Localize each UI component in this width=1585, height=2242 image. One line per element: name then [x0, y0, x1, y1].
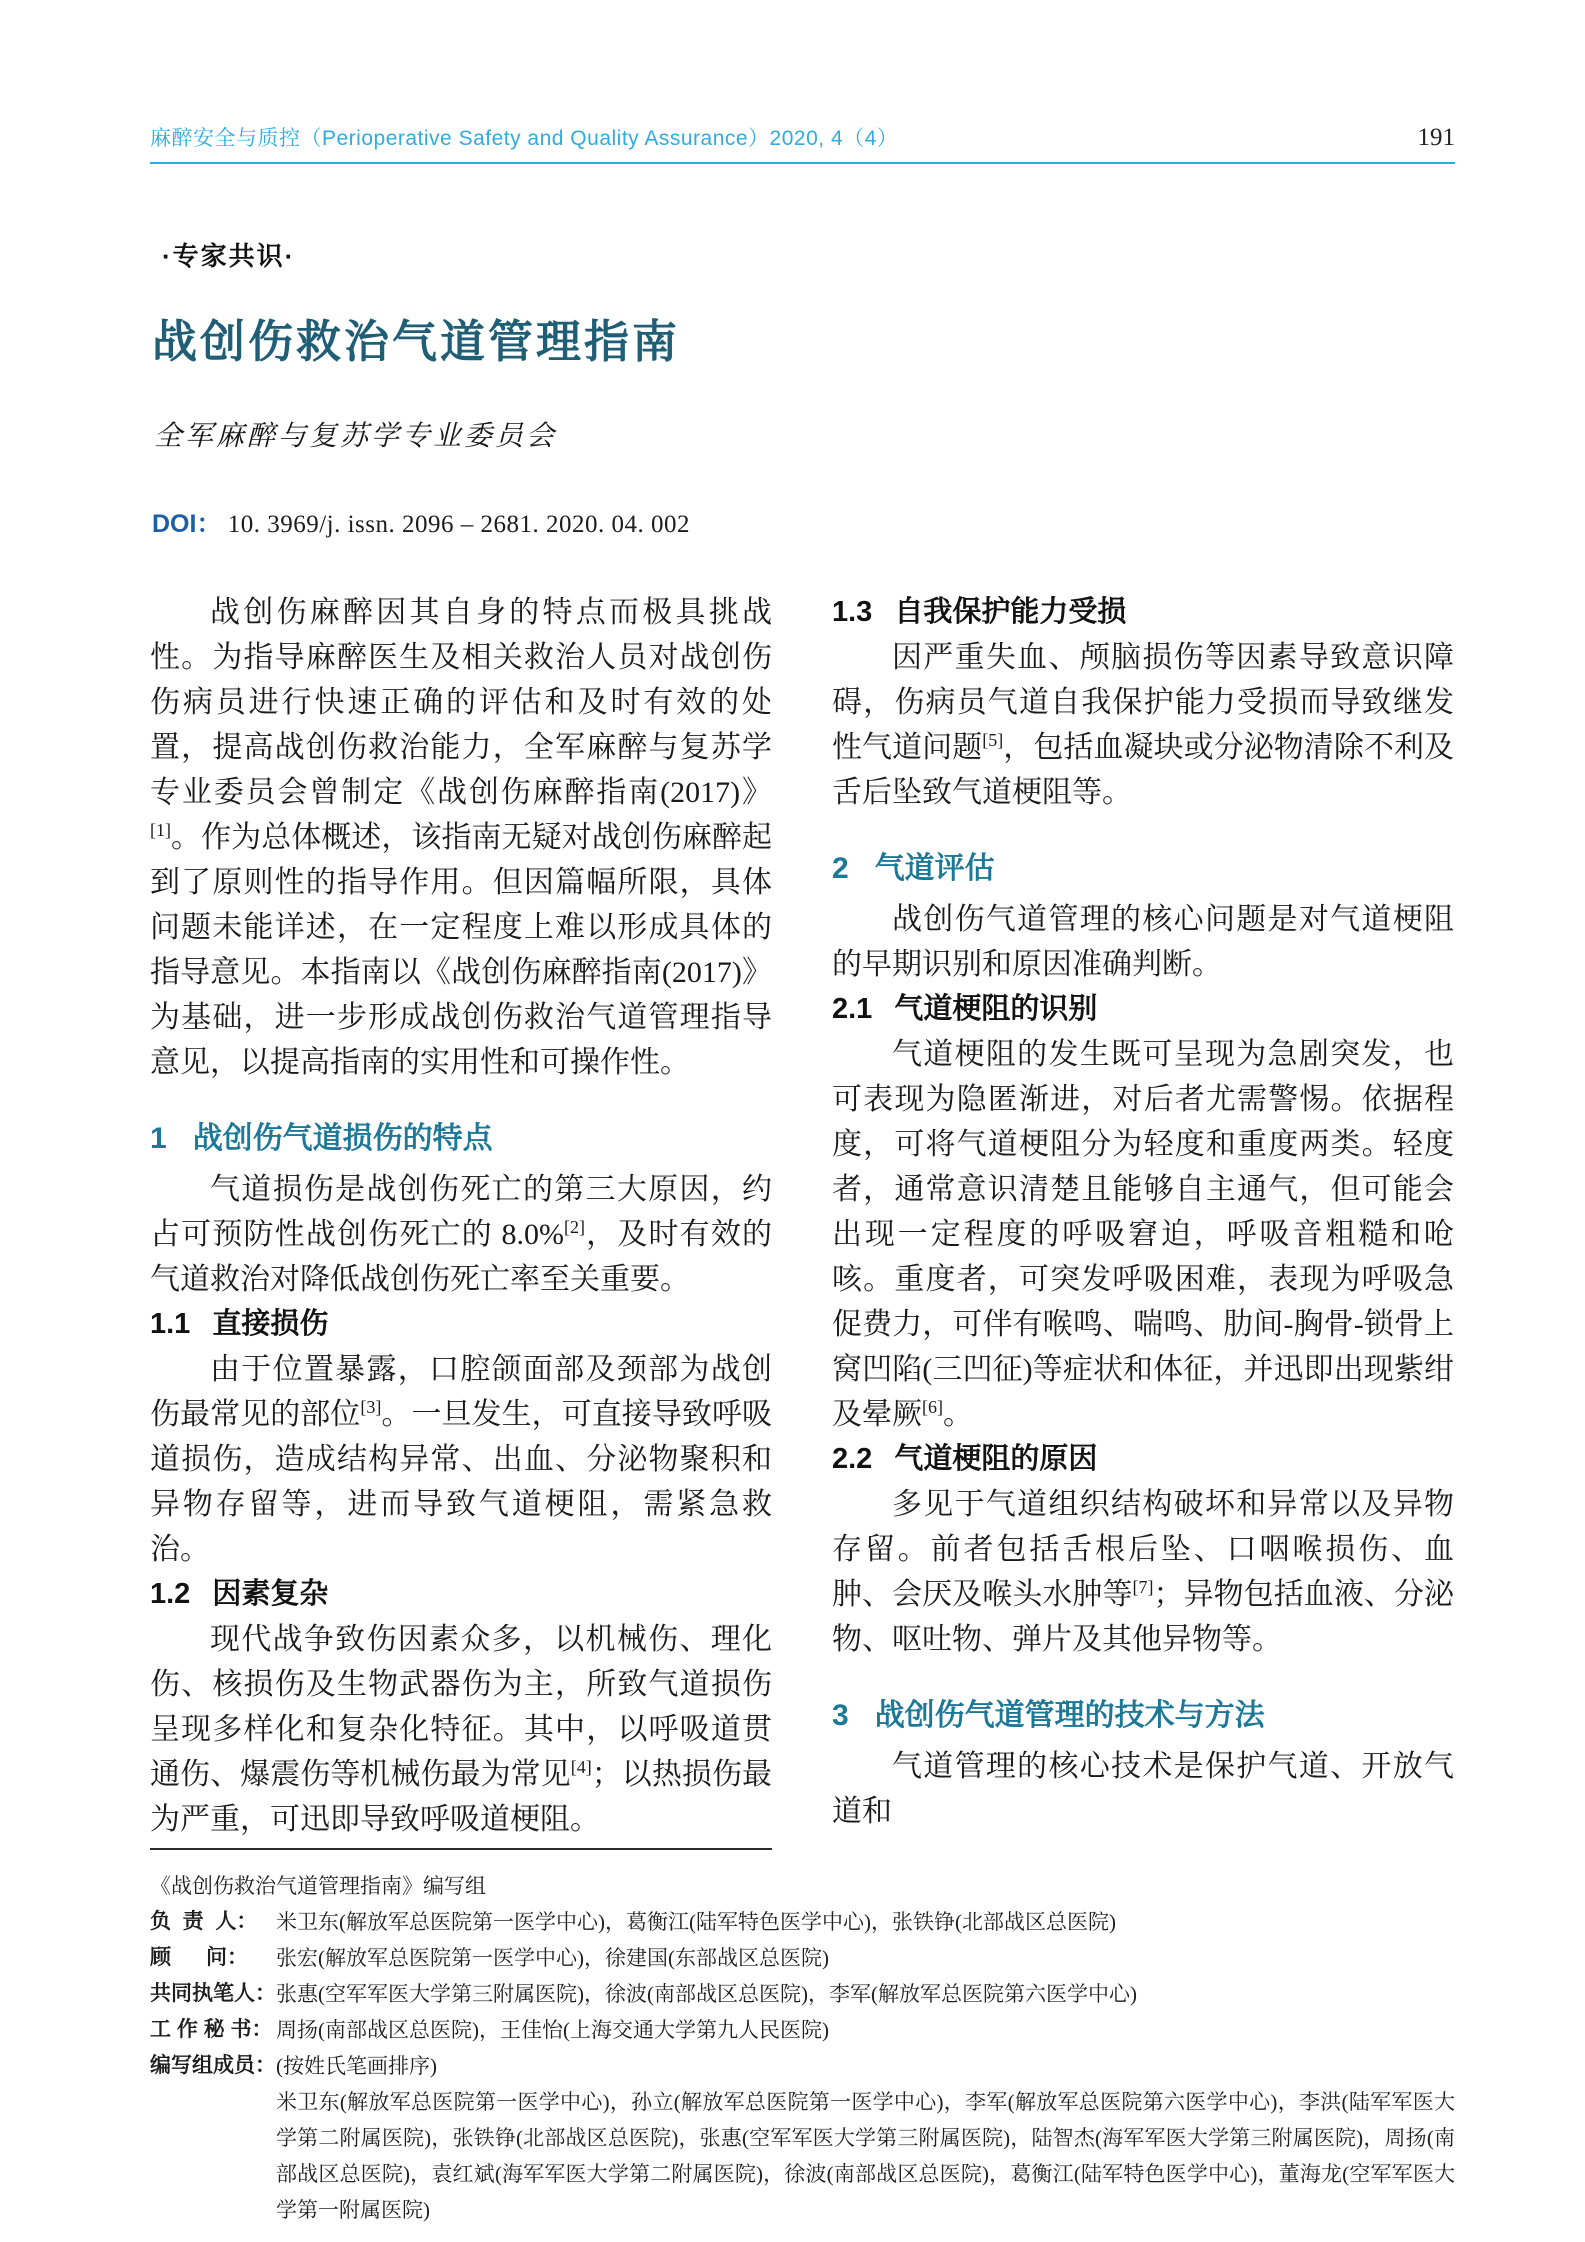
header-rule: [150, 162, 1455, 164]
footnote-divider: [150, 1848, 772, 1850]
article-category: ·专家共识·: [162, 241, 296, 271]
editorial-role-content: 张宏(解放军总医院第一医学中心)，徐建国(东部战区总医院): [276, 1946, 829, 1970]
editorial-role-label: 共同执笔人：: [150, 1982, 276, 2005]
doi-label: DOI：: [152, 510, 222, 538]
editorial-role-label: 编写组成员：: [150, 2054, 276, 2077]
left-column: [150, 590, 772, 1842]
editorial-row: [150, 1976, 1455, 2012]
editorial-row: [150, 2012, 1455, 2048]
editorial-row: [150, 1904, 1455, 1940]
editorial-role-content: 张惠(空军军医大学第三附属医院)，徐波(南部战区总医院)，李军(解放军总医院第六医学中心): [276, 1982, 1137, 2006]
editorial-board-footnote: [150, 1868, 1455, 2228]
subsection-heading: [832, 590, 1454, 635]
subsection-number: 1.1: [150, 1308, 191, 1340]
editorial-role-label: 工 作 秘 书：: [150, 2018, 273, 2041]
editorial-role-content: 米卫东(解放军总医院第一医学中心)，葛衡江(陆军特色医学中心)，张铁铮(北部战区总医院): [276, 1910, 1116, 1934]
section-heading: [150, 1119, 772, 1159]
subsection-heading: [832, 1437, 1454, 1482]
right-column: [832, 590, 1454, 1842]
page-number: 191: [1417, 124, 1455, 151]
body-paragraph: 气道梗阻的发生既可呈现为急剧突发，也可表现为隐匿渐进，对后者尤需警惕。依据程度，可将气道梗阻分为轻度和重度两类。轻度者，通常意识清楚且能够自主通气，但可能会出现一定程度的呼吸窘迫，呼吸音粗糙和呛咳。重度者，可突发呼吸困难，表现为呼吸急促费力，可伴有喉鸣、喘鸣、肋间-胸骨-锁骨上窝凹陷(三凹征)等症状和体征，并迅即出现紫绀及晕厥[6]。: [832, 1038, 1454, 1431]
section-title: 战创伤气道管理的技术与方法: [874, 1699, 1265, 1732]
subsection-title: 因素复杂: [212, 1578, 329, 1610]
subsection-number: 2.1: [832, 993, 873, 1025]
subsection-number: 2.2: [832, 1443, 873, 1475]
section-number: 3: [832, 1699, 849, 1732]
editorial-members-list: 米卫东(解放军总医院第一医学中心)，孙立(解放军总医院第一医学中心)，李军(解放军总医院第六医学中心)，李洪(陆军军医大学第二附属医院)，张铁铮(北部战区总医院)，张惠(空军军医大学第三附属医院)，陆智杰(海军军医大学第三附属医院)，周扬(南部战区总医院)，袁红斌(海军军医大学第二附属医院)，徐波(南部战区总医院)，葛衡江(陆军特色医学中心)，董海龙(空军军医大学第一附属医院): [276, 2090, 1455, 2222]
editorial-group-title: 《战创伤救治气道管理指南》编写组: [150, 1874, 486, 1898]
subsection-title: 直接损伤: [212, 1308, 329, 1340]
section-number: 2: [832, 852, 849, 885]
body-paragraph: 现代战争致伤因素众多，以机械伤、理化伤、核损伤及生物武器伤为主，所致气道损伤呈现多样化和复杂化特征。其中，以呼吸道贯通伤、爆震伤等机械伤最为常见[4]；以热损伤最为严重，可迅即导致呼吸道梗阻。: [150, 1623, 773, 1836]
body-paragraph: 多见于气道组织结构破坏和异常以及异物存留。前者包括舌根后坠、口咽喉损伤、血肿、会厌及喉头水肿等[7]；异物包括血液、分泌物、呕吐物、弹片及其他异物等。: [832, 1488, 1455, 1656]
subsection-number: 1.3: [832, 596, 873, 628]
section-heading: [832, 1696, 1454, 1736]
editorial-role-content: (按姓氏笔画排序): [276, 2054, 437, 2078]
page-header: [150, 122, 1455, 152]
section-title: 战创伤气道损伤的特点: [192, 1122, 493, 1155]
article-body: [150, 590, 1455, 1842]
subsection-title: 自我保护能力受损: [894, 596, 1127, 628]
article-title: 战创伤救治气道管理指南: [152, 317, 681, 367]
subsection-heading: [150, 1302, 772, 1347]
subsection-number: 1.2: [150, 1578, 191, 1610]
editorial-role-label: 负 责 人：: [150, 1910, 258, 1933]
body-paragraph: 气道管理的核心技术是保护气道、开放气道和: [832, 1750, 1454, 1828]
article-author: 全军麻醉与复苏学专业委员会: [154, 421, 558, 452]
doi-line: [152, 504, 1455, 540]
section-number: 1: [150, 1122, 167, 1155]
section-title: 气道评估: [874, 852, 995, 885]
body-paragraph: 气道损伤是战创伤死亡的第三大原因，约占可预防性战创伤死亡的 8.0%[2]，及时有效的气道救治对降低战创伤死亡率至关重要。: [150, 1173, 772, 1296]
subsection-heading: [150, 1572, 772, 1617]
journal-title: 麻醉安全与质控（Perioperative Safety and Quality Assurance）2020, 4（4）: [150, 127, 899, 150]
editorial-row: [150, 2048, 1455, 2084]
subsection-title: 气道梗阻的原因: [894, 1443, 1098, 1475]
body-paragraph: 战创伤麻醉因其自身的特点而极具挑战性。为指导麻醉医生及相关救治人员对战创伤伤病员进行快速正确的评估和及时有效的处置，提高战创伤救治能力，全军麻醉与复苏学专业委员会曾制定《战创伤麻醉指南(2017)》[1]。作为总体概述，该指南无疑对战创伤麻醉起到了原则性的指导作用。但因篇幅所限，具体问题未能详述，在一定程度上难以形成具体的指导意见。本指南以《战创伤麻醉指南(2017)》为基础，进一步形成战创伤救治气道管理指导意见，以提高指南的实用性和可操作性。: [150, 596, 772, 1079]
subsection-heading: [832, 987, 1454, 1032]
editorial-row: [150, 1940, 1455, 1976]
body-paragraph: 由于位置暴露，口腔颌面部及颈部为战创伤最常见的部位[3]。一旦发生，可直接导致呼吸道损伤，造成结构异常、出血、分泌物聚积和异物存留等，进而导致气道梗阻，需紧急救治。: [150, 1353, 773, 1566]
doi-value: 10. 3969/j. issn. 2096 – 2681. 2020. 04. 002: [227, 511, 690, 538]
editorial-role-content: 周扬(南部战区总医院)，王佳怡(上海交通大学第九人民医院): [276, 2018, 829, 2042]
body-paragraph: 因严重失血、颅脑损伤等因素导致意识障碍，伤病员气道自我保护能力受损而导致继发性气道问题[5]，包括血凝块或分泌物清除不利及舌后坠致气道梗阻等。: [832, 641, 1454, 809]
subsection-title: 气道梗阻的识别: [894, 993, 1098, 1025]
editorial-role-label: 顾 问：: [150, 1946, 249, 1969]
body-paragraph: 战创伤气道管理的核心问题是对气道梗阻的早期识别和原因准确判断。: [832, 903, 1454, 981]
section-heading: [832, 849, 1454, 889]
